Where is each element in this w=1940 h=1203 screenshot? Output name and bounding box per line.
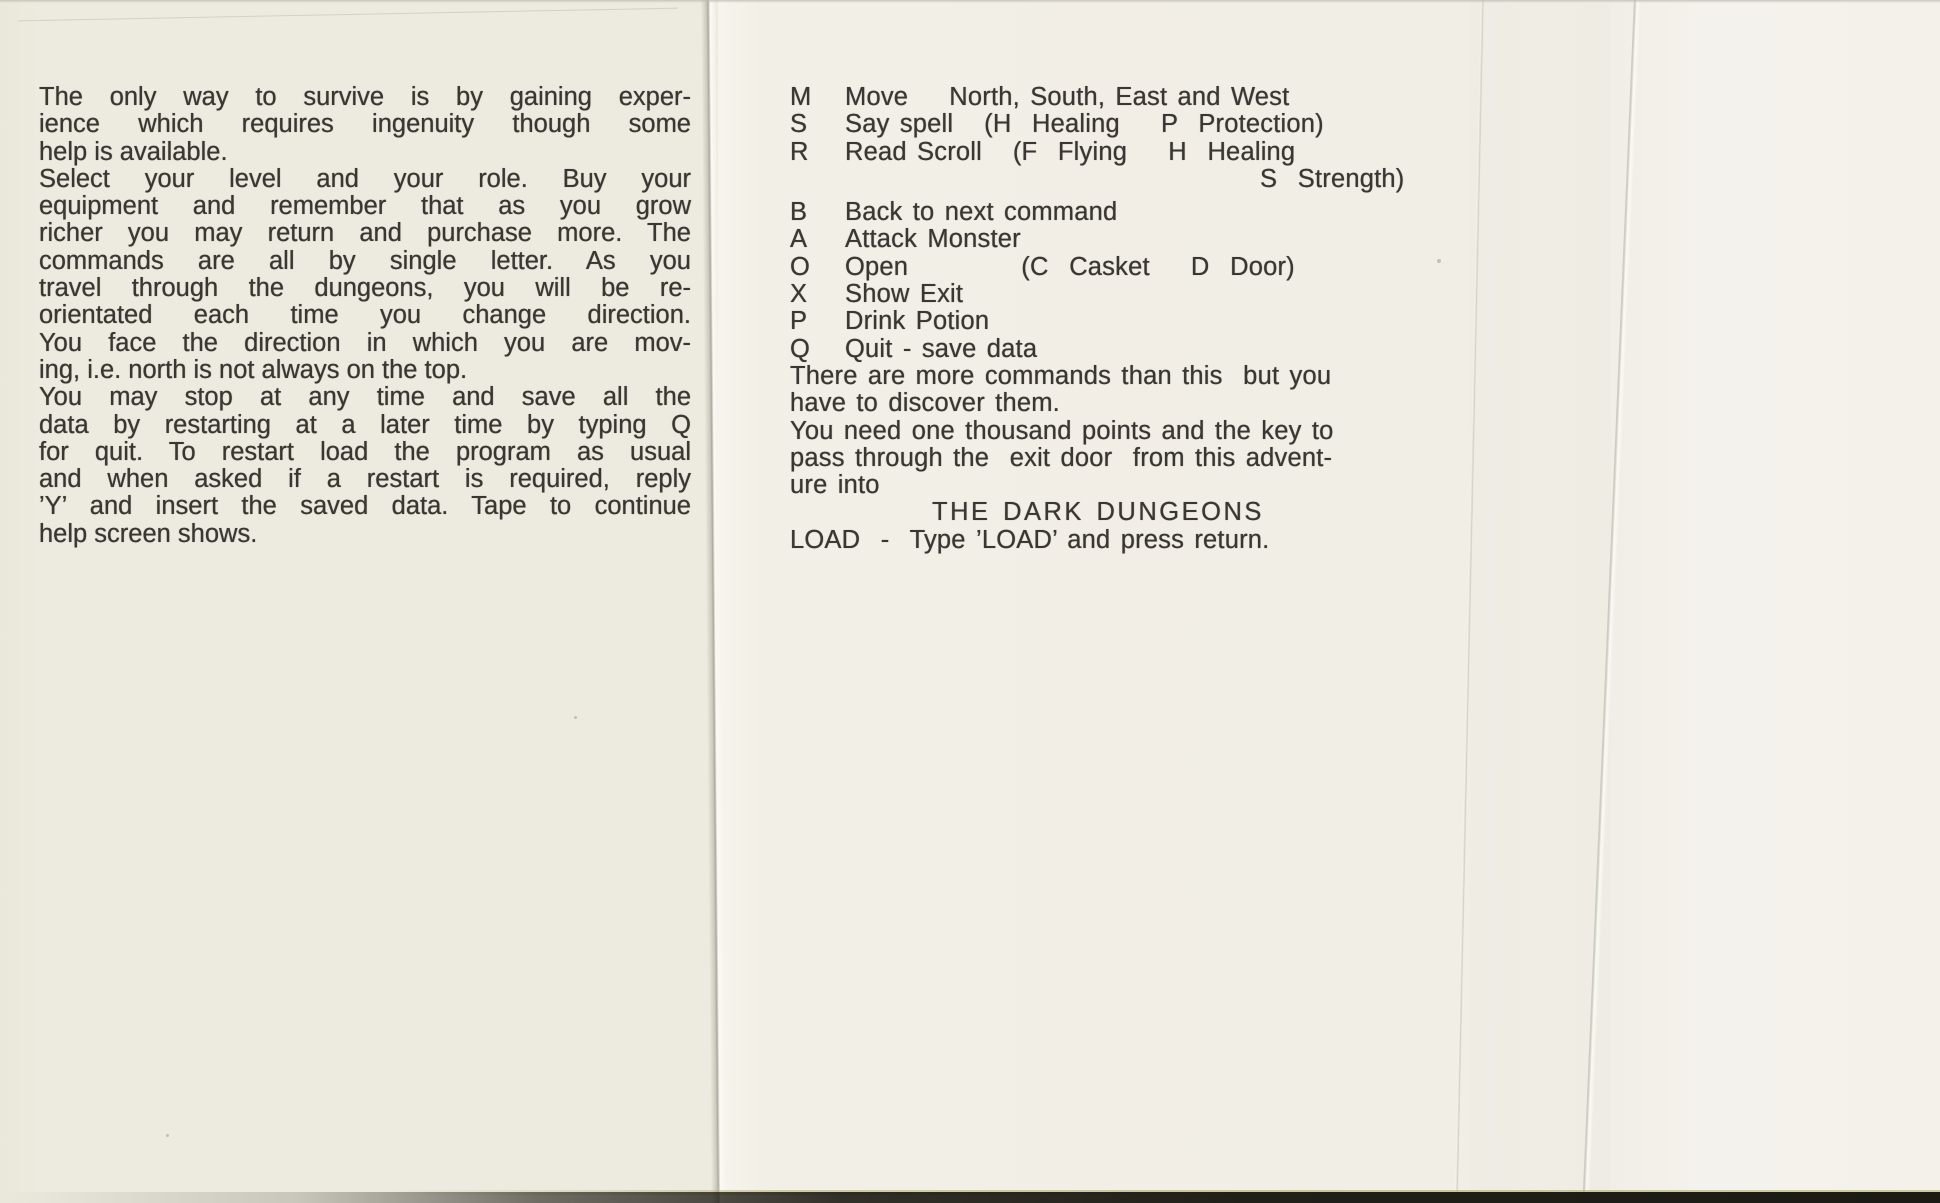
instruction-line: help is available. bbox=[39, 137, 228, 166]
game-title: THE DARK DUNGEONS bbox=[932, 498, 1264, 527]
top-edge-shadow bbox=[0, 0, 1940, 3]
command-description: Drink Potion bbox=[845, 307, 990, 336]
note-line: ure into bbox=[790, 471, 880, 500]
command-row bbox=[790, 226, 1470, 253]
command-description: Read Scroll (F Flying H Healing bbox=[845, 137, 1296, 166]
command-key: M bbox=[790, 83, 812, 111]
command-row bbox=[790, 254, 1470, 281]
command-description: Attack Monster bbox=[845, 225, 1021, 254]
paper-speck bbox=[574, 716, 577, 719]
instruction-paragraph bbox=[39, 84, 691, 548]
instruction-line: The only way to survive is by gaining exper- bbox=[39, 83, 691, 111]
command-row bbox=[790, 281, 1470, 308]
load-instruction-line: LOAD - Type ’LOAD’ and press return. bbox=[790, 525, 1270, 554]
note-line: There are more commands than this but you bbox=[790, 361, 1332, 390]
instruction-line: ience which requires ingenuity though some bbox=[39, 110, 691, 139]
command-key: A bbox=[790, 225, 808, 254]
note-line: pass through the exit door from this advent- bbox=[790, 443, 1333, 472]
command-description: Show Exit bbox=[845, 280, 964, 309]
command-description: Move North, South, East and West bbox=[845, 83, 1290, 111]
command-row bbox=[790, 111, 1470, 138]
command-row bbox=[790, 199, 1470, 226]
command-key: O bbox=[790, 252, 811, 281]
instruction-line: richer you may return and purchase more. The bbox=[39, 219, 691, 248]
instruction-line: Select your level and your role. Buy your bbox=[39, 164, 691, 193]
instruction-line: travel through the dungeons, you will be re- bbox=[39, 274, 691, 303]
command-row bbox=[790, 336, 1470, 363]
command-key: P bbox=[790, 307, 808, 336]
command-continuation: S Strength) bbox=[1260, 164, 1405, 193]
note-line: have to discover them. bbox=[790, 389, 1060, 418]
instruction-line: for quit. To restart load the program as usual bbox=[39, 437, 691, 466]
command-key: R bbox=[790, 137, 809, 166]
instruction-line: You face the direction in which you are mov- bbox=[39, 328, 691, 357]
instruction-line: ’Y’ and insert the saved data. Tape to continue bbox=[39, 492, 691, 521]
instruction-line: ing, i.e. north is not always on the top. bbox=[39, 355, 468, 384]
command-description: Open (C Casket D Door) bbox=[845, 252, 1295, 281]
instruction-line: data by restarting at a later time by typing Q bbox=[39, 410, 691, 439]
note-line: You need one thousand points and the key to bbox=[790, 416, 1334, 445]
paper-speck bbox=[166, 1134, 169, 1137]
instruction-line: commands are all by single letter. As you bbox=[39, 246, 691, 275]
command-description: Back to next command bbox=[845, 198, 1118, 227]
command-key: B bbox=[790, 198, 808, 227]
command-key: S bbox=[790, 110, 808, 139]
command-description: Quit - save data bbox=[845, 334, 1038, 363]
instruction-line: You may stop at any time and save all the bbox=[39, 383, 691, 412]
command-list-panel bbox=[790, 84, 1470, 554]
command-row bbox=[790, 308, 1470, 335]
command-key: Q bbox=[790, 334, 811, 363]
instruction-line: orientated each time you change direction. bbox=[39, 301, 691, 330]
bottom-edge-shadow bbox=[0, 1192, 1940, 1203]
command-key: X bbox=[790, 280, 808, 309]
command-row bbox=[790, 139, 1470, 166]
right-flap-panel bbox=[1611, 0, 1940, 1203]
instruction-line: and when asked if a restart is required, reply bbox=[39, 465, 691, 494]
command-row bbox=[790, 84, 1470, 111]
command-description: Say spell (H Healing P Protection) bbox=[845, 110, 1324, 139]
instruction-line: help screen shows. bbox=[39, 519, 258, 548]
instruction-line: equipment and remember that as you grow bbox=[39, 192, 691, 221]
